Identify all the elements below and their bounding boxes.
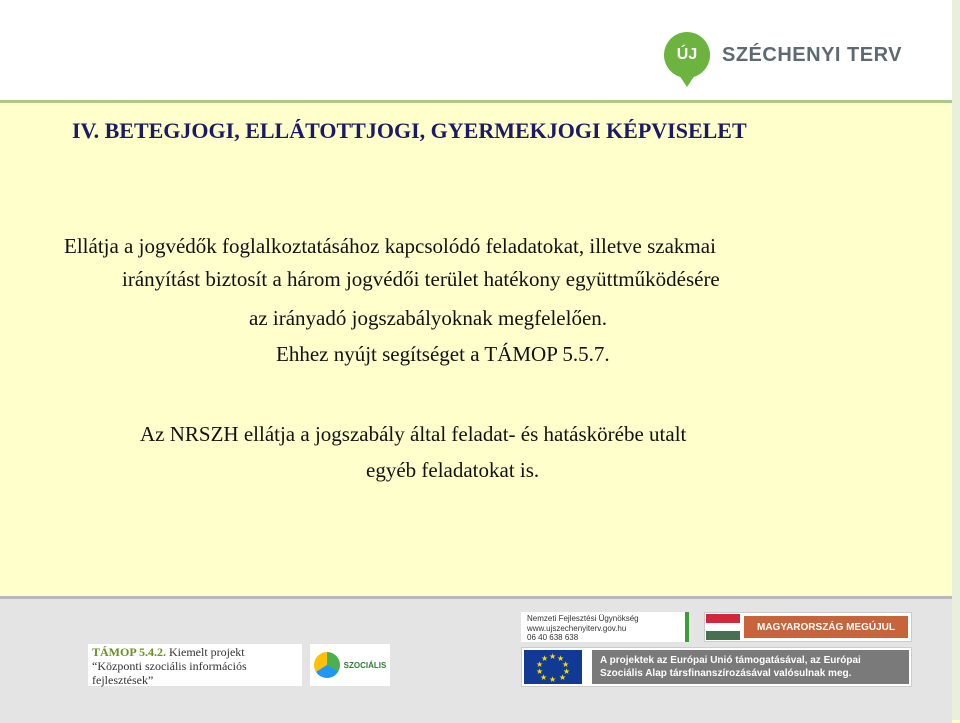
eu-funding-text: A projektek az Európai Unió támogatásával, az Európai Szociális Alap társfinanszírozásával valósulnak meg. — [592, 650, 909, 684]
tamop-suffix: Kiemelt projekt — [169, 645, 245, 659]
magyarorszag-megujul-logo — [704, 612, 912, 642]
eu-funding-banner — [521, 647, 912, 687]
paragraph-1-line-3: az irányadó jogszabályoknak megfelelően. — [249, 306, 608, 330]
uj-badge-icon: ÚJ — [664, 32, 710, 78]
hungarian-flag-icon — [706, 614, 740, 640]
nfu-line-2: www.ujszechenyiterv.gov.hu — [527, 623, 627, 633]
green-divider — [685, 612, 689, 642]
tamop-code: TÁMOP 5.4.2. — [92, 645, 166, 659]
szocialis-logo — [310, 644, 390, 686]
paragraph-3-line-2: egyéb feladatokat is. — [366, 458, 540, 482]
szocialis-text: SZOCIÁLIS — [343, 660, 387, 670]
paragraph-1-line-1: Ellátja a jogvédők foglalkoztatásához kapcsolódó feladatokat, illetve szakmai — [64, 234, 716, 258]
paragraph-1-line-2: irányítást biztosít a három jogvédői terület hatékony együttműködésére — [122, 267, 720, 291]
nfu-line-3: 06 40 638 638 — [527, 633, 579, 642]
right-edge-strip — [952, 0, 960, 720]
tamop-logo — [88, 644, 302, 686]
eu-flag-icon: ★ ★ ★ ★ ★ ★ ★ ★ ★ ★ — [524, 650, 582, 684]
tamop-line-3: fejlesztések” — [92, 673, 154, 687]
paragraph-3-line-1: Az NRSZH ellátja a jogszabály által feladat- és hatáskörébe utalt — [140, 422, 687, 446]
logo-text: SZÉCHENYI TERV — [722, 43, 902, 66]
nfu-line-1: Nemzeti Fejlesztési Ügynökség — [527, 614, 639, 623]
tamop-line-2: “Központi szociális információs — [92, 659, 247, 673]
paragraph-2: Ehhez nyújt segítséget a TÁMOP 5.5.7. — [276, 342, 610, 366]
nfu-logo — [521, 612, 685, 642]
slide-heading: IV. BETEGJOGI, ELLÁTOTTJOGI, GYERMEKJOGI KÉPVISELET — [72, 118, 747, 143]
people-circle-icon — [314, 652, 340, 678]
magyarorszag-text: MAGYARORSZÁG MEGÚJUL — [744, 616, 908, 638]
szechenyi-terv-logo — [664, 32, 902, 78]
